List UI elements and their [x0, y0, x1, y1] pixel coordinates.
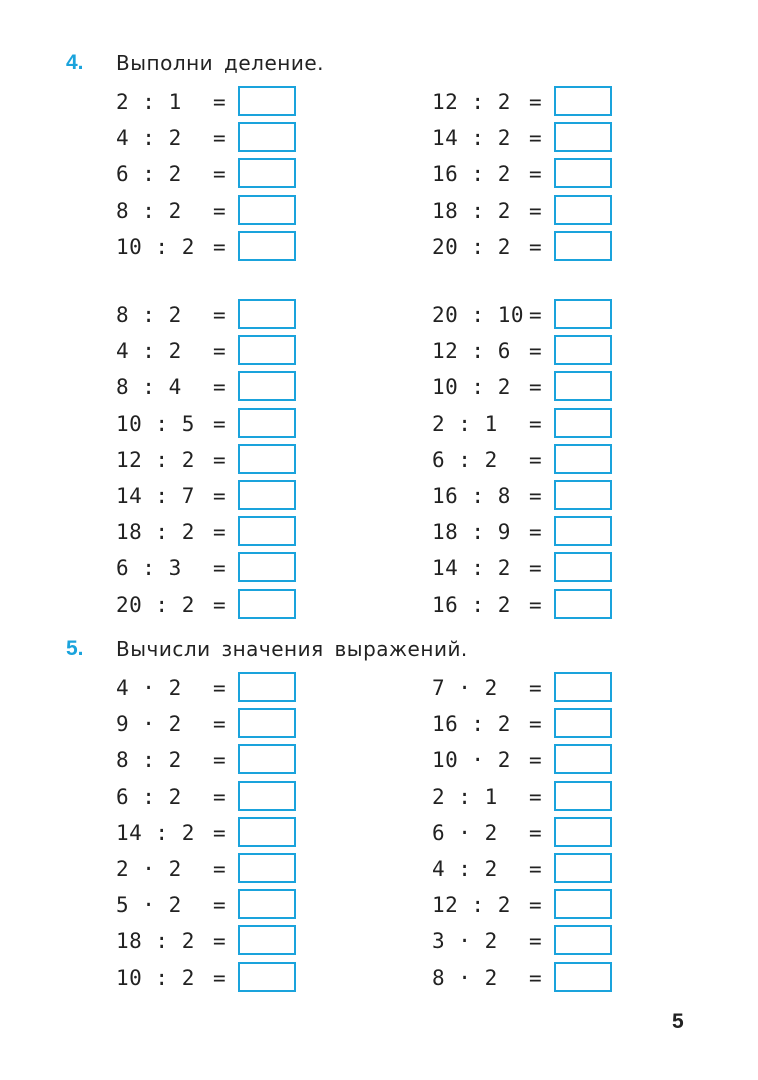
answer-box[interactable] [554, 86, 612, 116]
equals-sign: = [213, 893, 226, 918]
task-5-instruction: Вычисли значения выражений. [116, 637, 468, 661]
answer-box[interactable] [554, 672, 612, 702]
exercise-expression: 3 · 2 [432, 929, 498, 954]
answer-box[interactable] [554, 408, 612, 438]
exercise-expression: 6 : 2 [432, 447, 498, 472]
equals-sign: = [529, 411, 542, 436]
answer-box[interactable] [554, 817, 612, 847]
answer-box[interactable] [554, 444, 612, 474]
equals-sign: = [213, 748, 226, 773]
answer-box[interactable] [238, 781, 296, 811]
equals-sign: = [213, 820, 226, 845]
equals-sign: = [213, 375, 226, 400]
answer-box[interactable] [238, 552, 296, 582]
equals-sign: = [529, 965, 542, 990]
task-5-header [66, 634, 468, 664]
exercise-expression: 12 : 6 [432, 339, 511, 364]
answer-box[interactable] [554, 516, 612, 546]
equals-sign: = [213, 520, 226, 545]
equals-sign: = [529, 712, 542, 737]
equals-sign: = [529, 748, 542, 773]
exercise-expression: 18 : 2 [432, 198, 511, 223]
answer-box[interactable] [238, 122, 296, 152]
exercise-expression: 4 : 2 [432, 856, 498, 881]
equals-sign: = [529, 556, 542, 581]
equals-sign: = [213, 339, 226, 364]
equals-sign: = [213, 676, 226, 700]
equals-sign: = [213, 234, 226, 259]
equals-sign: = [529, 339, 542, 364]
equals-sign: = [213, 556, 226, 581]
equals-sign: = [529, 234, 542, 259]
answer-box[interactable] [554, 480, 612, 510]
answer-box[interactable] [554, 371, 612, 401]
equals-sign: = [213, 198, 226, 223]
exercise-expression: 2 · 2 [116, 856, 182, 881]
answer-box[interactable] [238, 480, 296, 510]
equals-sign: = [213, 447, 226, 472]
equals-sign: = [529, 126, 542, 151]
exercise-expression: 10 · 2 [432, 748, 511, 773]
equals-sign: = [213, 162, 226, 187]
equals-sign: = [529, 676, 542, 700]
exercise-expression: 18 : 9 [432, 520, 511, 545]
answer-box[interactable] [238, 708, 296, 738]
equals-sign: = [213, 592, 226, 617]
exercise-expression: 14 : 2 [432, 556, 511, 581]
exercise-expression: 14 : 7 [116, 483, 195, 508]
exercise-expression: 18 : 2 [116, 520, 195, 545]
answer-box[interactable] [554, 708, 612, 738]
exercise-expression: 6 : 2 [116, 784, 182, 809]
answer-box[interactable] [554, 122, 612, 152]
answer-box[interactable] [554, 744, 612, 774]
exercise-expression: 4 : 2 [116, 126, 182, 151]
exercise-expression: 16 : 2 [432, 592, 511, 617]
exercise-expression: 12 : 2 [432, 90, 511, 114]
equals-sign: = [529, 90, 542, 114]
equals-sign: = [213, 856, 226, 881]
answer-box[interactable] [238, 444, 296, 474]
answer-box[interactable] [554, 889, 612, 919]
equals-sign: = [529, 784, 542, 809]
task-4-header [66, 48, 324, 78]
equals-sign: = [529, 162, 542, 187]
exercise-expression: 12 : 2 [432, 893, 511, 918]
exercise-expression: 2 : 1 [432, 784, 498, 809]
answer-box[interactable] [554, 781, 612, 811]
equals-sign: = [529, 375, 542, 400]
exercise-expression: 10 : 2 [432, 375, 511, 400]
exercise-expression: 4 · 2 [116, 676, 182, 700]
answer-box[interactable] [238, 889, 296, 919]
answer-box[interactable] [238, 925, 296, 955]
equals-sign: = [529, 893, 542, 918]
answer-box[interactable] [554, 962, 612, 992]
equals-sign: = [213, 784, 226, 809]
exercise-expression: 9 · 2 [116, 712, 182, 737]
equals-sign: = [529, 520, 542, 545]
exercise-expression: 20 : 10 [432, 303, 525, 327]
task-4-number: 4. [66, 51, 84, 74]
answer-box[interactable] [554, 299, 612, 329]
exercise-expression: 8 · 2 [432, 965, 498, 990]
exercise-expression: 10 : 2 [116, 965, 195, 990]
equals-sign: = [529, 198, 542, 223]
exercise-expression: 16 : 2 [432, 712, 511, 737]
answer-box[interactable] [554, 231, 612, 261]
exercise-expression: 14 : 2 [116, 820, 195, 845]
answer-box[interactable] [238, 231, 296, 261]
answer-box[interactable] [238, 853, 296, 883]
exercise-expression: 20 : 2 [116, 592, 195, 617]
equals-sign: = [213, 483, 226, 508]
exercise-expression: 7 · 2 [432, 676, 498, 700]
exercise-expression: 8 : 2 [116, 748, 182, 773]
answer-box[interactable] [238, 589, 296, 619]
exercise-expression: 14 : 2 [432, 126, 511, 151]
equals-sign: = [213, 90, 226, 114]
exercise-expression: 10 : 2 [116, 234, 195, 259]
answer-box[interactable] [238, 962, 296, 992]
answer-box[interactable] [238, 672, 296, 702]
equals-sign: = [213, 411, 226, 436]
answer-box[interactable] [554, 853, 612, 883]
exercise-expression: 2 : 1 [432, 411, 498, 436]
answer-box[interactable] [554, 589, 612, 619]
equals-sign: = [213, 712, 226, 737]
exercise-expression: 6 · 2 [432, 820, 498, 845]
exercise-expression: 20 : 2 [432, 234, 511, 259]
answer-box[interactable] [238, 408, 296, 438]
exercise-expression: 6 : 2 [116, 162, 182, 187]
equals-sign: = [529, 447, 542, 472]
exercise-expression: 5 · 2 [116, 893, 182, 918]
equals-sign: = [213, 965, 226, 990]
equals-sign: = [529, 303, 542, 327]
equals-sign: = [529, 856, 542, 881]
answer-box[interactable] [238, 335, 296, 365]
answer-box[interactable] [238, 195, 296, 225]
answer-box[interactable] [238, 744, 296, 774]
answer-box[interactable] [554, 925, 612, 955]
answer-box[interactable] [238, 299, 296, 329]
answer-box[interactable] [238, 817, 296, 847]
exercise-expression: 8 : 2 [116, 198, 182, 223]
exercise-expression: 16 : 8 [432, 483, 511, 508]
answer-box[interactable] [554, 335, 612, 365]
equals-sign: = [529, 820, 542, 845]
equals-sign: = [529, 483, 542, 508]
answer-box[interactable] [554, 158, 612, 188]
equals-sign: = [213, 929, 226, 954]
answer-box[interactable] [238, 86, 296, 116]
exercise-expression: 8 : 4 [116, 375, 182, 400]
equals-sign: = [529, 592, 542, 617]
exercise-expression: 6 : 3 [116, 556, 182, 581]
equals-sign: = [213, 303, 226, 327]
exercise-expression: 2 : 1 [116, 90, 182, 114]
answer-box[interactable] [554, 195, 612, 225]
answer-box[interactable] [554, 552, 612, 582]
exercise-expression: 18 : 2 [116, 929, 195, 954]
exercise-expression: 4 : 2 [116, 339, 182, 364]
page-number: 5 [672, 1010, 684, 1033]
exercise-expression: 8 : 2 [116, 303, 182, 327]
exercise-expression: 16 : 2 [432, 162, 511, 187]
equals-sign: = [529, 929, 542, 954]
task-5-number: 5. [66, 637, 84, 660]
exercise-expression: 12 : 2 [116, 447, 195, 472]
answer-box[interactable] [238, 158, 296, 188]
answer-box[interactable] [238, 516, 296, 546]
task-4-instruction: Выполни деление. [116, 51, 324, 75]
equals-sign: = [213, 126, 226, 151]
answer-box[interactable] [238, 371, 296, 401]
exercise-expression: 10 : 5 [116, 411, 195, 436]
